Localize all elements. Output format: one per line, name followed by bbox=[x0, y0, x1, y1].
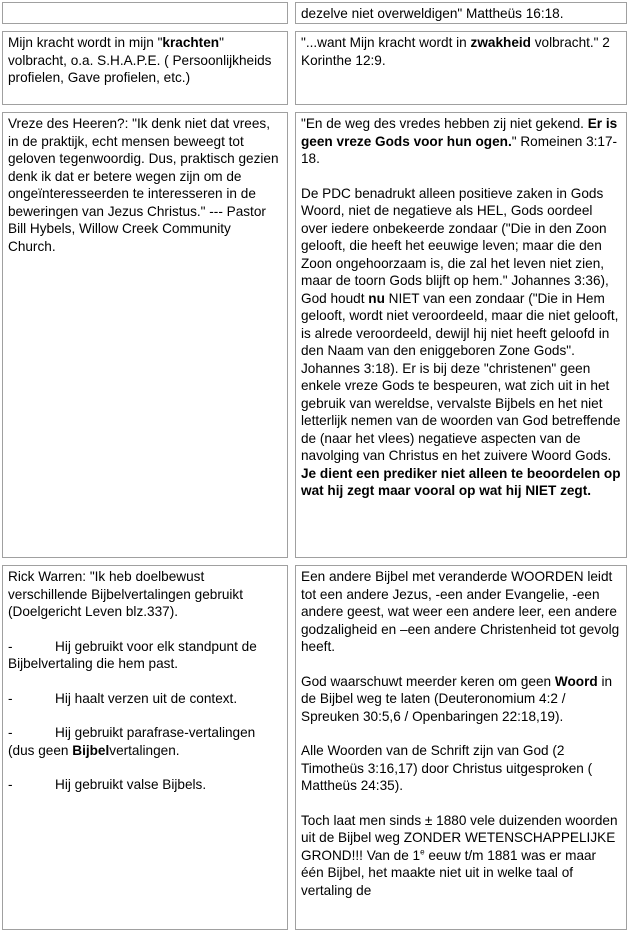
row2-left-text: Mijn kracht wordt in mijn "krachten" volbracht, o.a. S.H.A.P.E. ( Persoonlijkheids profielen, Gave profielen, etc.) bbox=[8, 35, 272, 85]
waarschuwing-paragraph: God waarschuwt meerder keren om geen Woord in de Bijbel weg te laten (Deuteronomium 4:2 / Spreuken 30:5,6 / Openbaringen 22:18,19). bbox=[301, 673, 613, 724]
bullet-item: - Hij gebruikt voor elk standpunt de Bijbelvertaling die hem past. bbox=[8, 638, 257, 671]
row4-left-cell bbox=[2, 565, 288, 930]
row4-right-cell bbox=[295, 565, 627, 930]
warren-quote: Rick Warren: "Ik heb doelbewust verschillende Bijbelvertalingen gebruikt (Doelgericht Leven blz.337). bbox=[8, 569, 244, 619]
bullet-item: - Hij haalt verzen uit de context. bbox=[8, 690, 238, 706]
row1-right-text: dezelve niet overweldigen" Mattheüs 16:18. bbox=[301, 6, 564, 21]
andere-bijbel-paragraph: Een andere Bijbel met veranderde WOORDEN leidt tot een andere Jezus, -een ander Evangelie, -een andere geest, wat weer een andere leer, een andere godzaligheid en –een andere Christenheid tot gevolg heeft. bbox=[301, 569, 620, 654]
row1-right-cell bbox=[295, 2, 627, 24]
row1-left-cell bbox=[2, 2, 288, 24]
woorden-paragraph: Alle Woorden van de Schrift zijn van God (2 Timotheüs 3:16,17) door Christus uitgesproken ( Mattheüs 24:35). bbox=[301, 743, 593, 793]
sinds-1880-paragraph: Toch laat men sinds ± 1880 vele duizenden woorden uit de Bijbel weg ZONDER WETENSCHAPPELIJKE GROND!!! Van de 1e eeuw t/m 1881 was er maar één Bijbel, het maakte niet uit in welke taal of vertaling de bbox=[301, 812, 618, 898]
bullet-item: - Hij gebruikt valse Bijbels. bbox=[8, 777, 207, 792]
pdc-paragraph: De PDC benadrukt alleen positieve zaken in Gods Woord, niet de negatieve als HEL, Gods oordeel over iedere onbekeerde zondaar ("Die in den Zoon gelooft, die heeft het eeuwige leven; maar die den Zoon ongehoorzaam is, die zal het leven niet zien, maar de toorn Gods blijft op hem." Johannes 3:36), God houdt nu NIET van een zondaar ("Die in Hem gelooft, wordt niet veroordeeld, maar die niet gelooft, is alrede veroordeeld, dewijl hij niet heeft geloofd in den Naam van den eniggeboren Zone Gods". Johannes 3:18). Er is bij deze "christenen" geen enkele vreze Gods te bespeuren, wat zich uit in het gebruik van wereldse, vervalste Bijbels en het niet letterlijk nemen van de woorden van God betreffende de (naar het vlees) negatieve aspecten van de navolging van Christus en het zuivere Woord Gods. Je dient een prediker niet alleen te beoordelen op wat hij zegt maar vooral op wat hij NIET zegt. bbox=[301, 185, 621, 498]
row2-left-cell bbox=[2, 31, 288, 105]
row3-left-cell bbox=[2, 112, 288, 558]
romeinen-quote: "En de weg des vredes hebben zij niet gekend. Er is geen vreze Gods voor hun ogen." Romeinen 3:17-18. bbox=[301, 116, 618, 166]
row2-right-cell bbox=[295, 31, 627, 105]
hybels-quote: Vreze des Heeren?: "Ik denk niet dat vrees, in de praktijk, echt mensen beweegt tot geloven tegenwoordig. Dus, praktisch gezien denk ik dat er betere wegen zijn om de ongeïnteresseerden te interesseren in de beweringen van Jezus Christus." --- Pastor Bill Hybels, Willow Creek Community Church. bbox=[8, 116, 279, 254]
bullet-item: - Hij gebruikt parafrase-vertalingen (dus geen Bijbelvertalingen. bbox=[8, 725, 256, 758]
row3-right-cell bbox=[295, 112, 627, 558]
row2-right-text: "...want Mijn kracht wordt in zwakheid volbracht." 2 Korinthe 12:9. bbox=[301, 35, 610, 68]
